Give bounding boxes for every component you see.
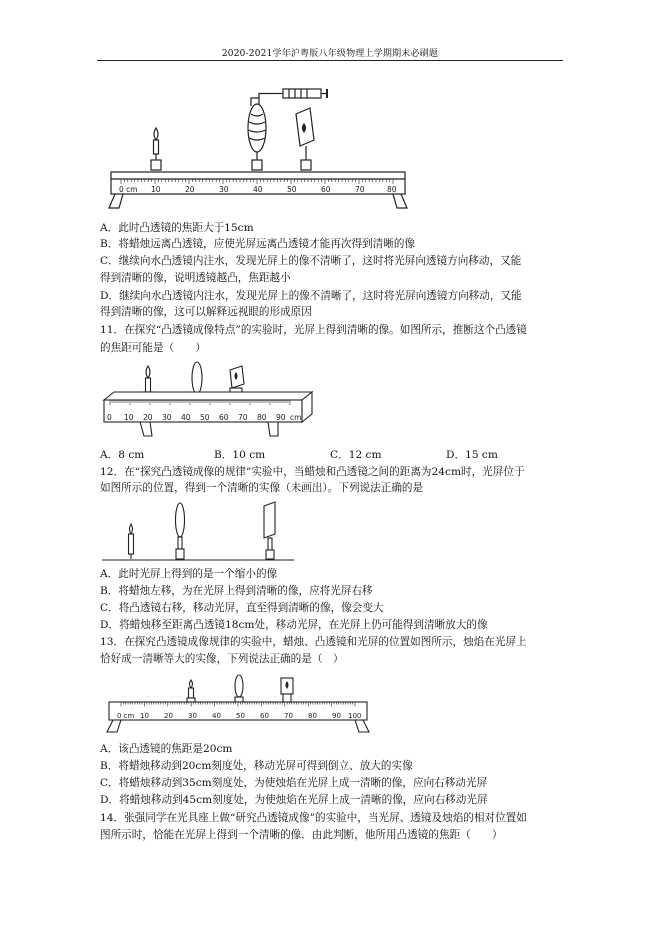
q10-option-c-cont: 得到清晰的像，说明透镜越凸，焦距越小: [100, 272, 291, 284]
page-header: 2020-2021学年沪粤版八年级物理上学期期末必刷题: [221, 49, 439, 59]
ruler-label: 10: [124, 413, 134, 422]
ruler-label: 30: [219, 185, 229, 194]
q12-stem-line2: 如图所示的位置，得到一个清晰的实像（未画出）。下列说法正确的是: [100, 482, 424, 494]
q12-option-c: C．将凸透镜右移，移动光屏，直至得到清晰的像，像会变大: [100, 602, 384, 614]
ruler-label: 90: [276, 413, 286, 422]
ruler-label: 10: [151, 185, 161, 194]
ruler-label: 60: [219, 413, 229, 422]
ruler-label: 0 cm: [119, 185, 138, 194]
q10-option-d-cont: 得到清晰的像，这可以解释远视眼的形成原因: [100, 306, 312, 318]
q13-stem-line1: 13．在探究凸透镜成像规律的实验中，蜡烛、凸透镜和光屏的位置如图所示，烛焰在光屏上: [100, 636, 527, 648]
screen-icon: [264, 502, 275, 559]
q14-stem-line1: 14．张强同学在光具座上做“研究凸透镜成像”的实验中，当光屏、透镜及烛焰的相对位置如: [100, 812, 527, 824]
ruler-label: 50: [200, 413, 210, 422]
ruler-label: 40: [181, 413, 191, 422]
figure-optical-bench-3d: [100, 360, 315, 444]
ruler-label: 20: [164, 712, 173, 720]
ruler-label: 80: [257, 413, 267, 422]
q12-option-d: D．将蜡烛移至距离凸透镜18cm处，移动光屏，在光屏上仍可能得到清晰放大的像: [100, 619, 488, 631]
ruler-label: 50: [287, 185, 297, 194]
q11-stem-line2: 的焦距可能是（ ）: [100, 342, 206, 354]
figure-candle-lens-screen: [100, 498, 295, 566]
ruler-label: 90: [332, 712, 341, 720]
figure-optical-bench-water-lens: [105, 84, 410, 214]
q11-stem-line1: 11．在探究“凸透镜成像特点”的实验时，光屏上得到清晰的像。如图所示，推断这个凸透镜: [100, 324, 527, 336]
q13-option-b: B．将蜡烛移动到20cm刻度处，移动光屏可得到倒立、放大的实像: [100, 760, 413, 772]
q12-option-b: B．将蜡烛左移，为在光屏上得到清晰的像，应将光屏右移: [100, 585, 373, 597]
q10-option-a: A．此时凸透镜的焦距大于15cm: [100, 222, 254, 234]
ruler-label: 100: [348, 712, 362, 720]
screen-icon: [296, 108, 314, 170]
ruler-label: 20: [143, 413, 153, 422]
q11-choice-c: C．12 cm: [330, 449, 382, 461]
candle-icon: [151, 128, 161, 170]
q13-option-c: C．将蜡烛移动到35cm刻度处，为使烛焰在光屏上成一清晰的像，应向右移动光屏: [100, 777, 488, 789]
candle-icon: [129, 524, 134, 559]
ruler-label: 40: [253, 185, 263, 194]
q12-stem-line1: 12．在“探究凸透镜成像的规律”实验中，当蜡烛和凸透镜之间的距离为24cm时，光屏位于: [100, 466, 525, 478]
ruler-label: cm: [290, 413, 302, 422]
candle-icon: [187, 680, 195, 702]
lens-icon: [235, 675, 243, 702]
ruler-label: 70: [284, 712, 293, 720]
ruler-label: 80: [387, 185, 397, 194]
q13-option-a: A．该凸透镜的焦距是20cm: [100, 743, 233, 755]
q13-stem-line2: 恰好成一清晰等大的实像，下列说法正确的是（ ）: [100, 653, 344, 665]
ruler-label: 40: [212, 712, 221, 720]
q10-option-d: D．继续向水凸透镜内注水，发现光屏上的像不清晰了，这时将光屏向透镜方向移动，又能: [100, 290, 522, 302]
ruler-label: 70: [238, 413, 248, 422]
ruler-label: 60: [260, 712, 269, 720]
ruler-label: 80: [308, 712, 317, 720]
ruler-label: 70: [355, 185, 365, 194]
ruler-label: 20: [185, 185, 195, 194]
ruler-label: 60: [321, 185, 331, 194]
ruler-label: 10: [140, 712, 149, 720]
lens-icon: [176, 503, 185, 559]
figure-optical-bench-q13: [103, 672, 373, 734]
ruler-label: 0: [107, 413, 112, 422]
q14-stem-line2: 图所示时，恰能在光屏上得到一个清晰的像．由此判断，他所用凸透镜的焦距（ ）: [100, 829, 503, 841]
ruler-label: 30: [162, 413, 172, 422]
q12-option-a: A．此时光屏上得到的是一个缩小的像: [100, 568, 278, 580]
q11-choice-d: D．15 cm: [446, 449, 498, 461]
ruler-label: 50: [236, 712, 245, 720]
q11-choice-a: A．8 cm: [100, 449, 145, 461]
screen-icon: [281, 678, 293, 702]
header-divider: [97, 60, 563, 61]
q11-choice-b: B．10 cm: [214, 449, 266, 461]
water-lens-icon: [248, 104, 266, 170]
q13-option-d: D．将蜡烛移动到45cm刻度处，为使烛焰在光屏上成一清晰的像，应向右移动光屏: [100, 794, 488, 806]
q10-option-b: B．将蜡烛远离凸透镜，应使光屏远离凸透镜才能再次得到清晰的像: [100, 238, 416, 250]
ruler-label: 0 cm: [117, 712, 135, 720]
q10-option-c: C．继续向水凸透镜内注水，发现光屏上的像不清晰了，这时将光屏向透镜方向移动，又能: [100, 255, 522, 267]
ruler-label: 30: [188, 712, 197, 720]
